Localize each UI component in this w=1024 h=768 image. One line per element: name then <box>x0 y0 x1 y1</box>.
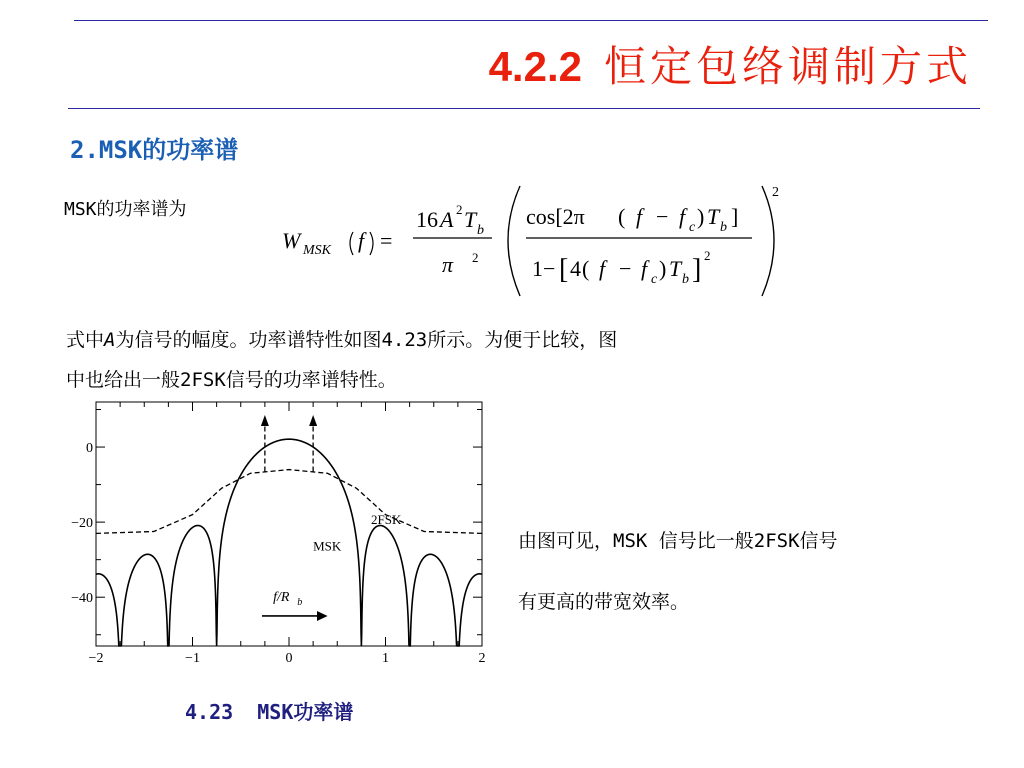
denominator-minus: − <box>619 256 632 281</box>
title-text: 恒定包络调制方式 <box>603 42 972 91</box>
coef-a: A <box>440 207 454 232</box>
denominator-open-bracket: [ <box>559 254 569 285</box>
x-tick-label: 0 <box>285 651 293 666</box>
y-tick-label: −40 <box>71 591 93 607</box>
x-tick-label: 2 <box>478 651 486 666</box>
numerator-fc-sub: c <box>689 220 696 235</box>
msk-power-spectrum-chart <box>62 398 502 674</box>
numerator-t-sub: b <box>720 220 727 235</box>
numerator-minus: − <box>656 204 669 229</box>
denominator-t-sub: b <box>682 272 689 287</box>
denominator-close-paren: ) <box>659 256 667 281</box>
numerator-fc: f <box>679 204 686 229</box>
numerator-f: f <box>636 204 643 229</box>
denominator-fc-sub: c <box>651 272 658 287</box>
denominator-f: f <box>599 256 606 281</box>
formula-lhs-open-paren <box>350 232 353 255</box>
y-tick-label: 0 <box>86 441 93 457</box>
denominator-fc: f <box>641 256 648 281</box>
y-tick-label: −20 <box>71 516 93 532</box>
numerator-open-paren: ( <box>618 204 626 229</box>
outer-exponent: 2 <box>772 185 779 200</box>
numerator-close-paren: ) <box>697 204 705 229</box>
title-number: 4.2.2 <box>488 43 582 90</box>
figure-caption: 4.23 MSK功率谱 <box>185 700 354 724</box>
numerator-cos: cos[2π <box>526 204 585 229</box>
formula-intro: MSK的功率谱为 <box>64 199 187 220</box>
x-tick-label: −2 <box>88 651 104 666</box>
conclusion-line-2: 有更高的带宽效率。 <box>518 591 690 613</box>
formula-lhs-arg: f <box>358 228 365 253</box>
denominator-exponent: 2 <box>704 248 711 263</box>
denominator-open-paren: ( <box>582 256 590 281</box>
description-symbol-a: A <box>104 329 116 351</box>
title-rule-bottom <box>68 108 980 109</box>
x-axis-label-sub: b <box>297 596 303 608</box>
x-tick-label: 1 <box>382 651 389 666</box>
msk-psd-formula <box>276 172 796 302</box>
conclusion-line-1: 由图可见，MSK 信号比一般2FSK信号 <box>518 530 838 552</box>
section-heading: 2.MSK的功率谱 <box>70 136 239 164</box>
numerator-close-bracket: ] <box>731 204 739 229</box>
coef-pi-exponent: 2 <box>472 250 479 265</box>
msk-series-label: MSK <box>313 538 342 554</box>
outer-close-paren <box>762 186 774 296</box>
description-post: 为信号的幅度。功率谱特性如图4.23所示。为便于比较，图 <box>115 329 618 351</box>
formula-lhs-close-paren <box>370 232 373 255</box>
formula-lhs-w: W <box>282 228 301 253</box>
description-line-2: 中也给出一般2FSK信号的功率谱特性。 <box>66 369 397 391</box>
denominator-close-bracket: ] <box>692 254 702 285</box>
description-line-1 <box>66 325 617 352</box>
denominator-one-minus: 1− <box>532 256 556 281</box>
coef-a-exponent: 2 <box>456 202 463 217</box>
fsk-series-label: 2FSK <box>371 512 402 527</box>
formula-equals: = <box>380 228 393 253</box>
title-rule-top <box>74 20 988 21</box>
coef-t: T <box>464 207 477 232</box>
outer-open-paren <box>508 186 520 296</box>
denominator-t: T <box>669 256 682 281</box>
coef-pi: π <box>442 252 454 277</box>
slide-title <box>489 34 972 94</box>
coef-t-sub: b <box>477 223 484 238</box>
x-axis-label: f/R <box>273 589 290 605</box>
denominator-four: 4 <box>570 256 581 281</box>
coef-16: 16 <box>416 207 438 232</box>
formula-lhs-sub: MSK <box>303 243 331 258</box>
x-tick-label: −1 <box>185 651 200 666</box>
numerator-t: T <box>707 204 720 229</box>
description-pre: 式中 <box>66 329 105 351</box>
